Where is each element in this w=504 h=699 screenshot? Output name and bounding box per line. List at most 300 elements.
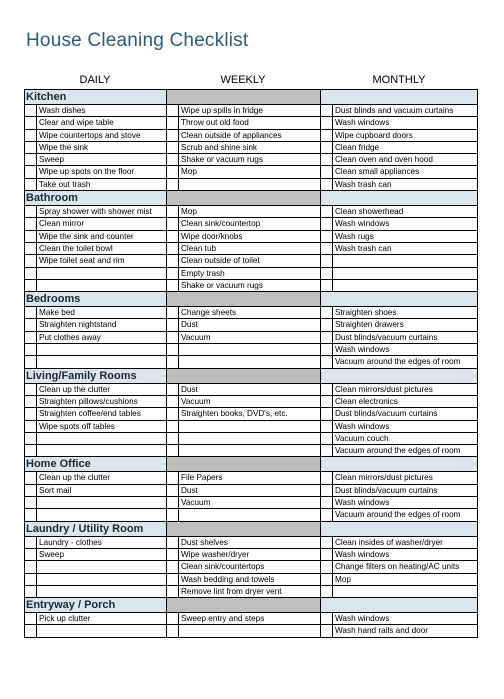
checkbox[interactable] — [167, 408, 179, 419]
checkbox[interactable] — [167, 574, 179, 585]
task-label: Wash dishes — [39, 106, 86, 115]
checkbox[interactable] — [167, 307, 179, 318]
checkbox[interactable] — [167, 255, 179, 266]
table-row — [25, 218, 477, 230]
monthly-task-cell — [321, 166, 477, 177]
checkbox[interactable] — [25, 117, 37, 128]
checkbox[interactable] — [25, 356, 37, 367]
daily-task-cell — [25, 408, 167, 419]
checkbox[interactable] — [321, 130, 333, 141]
checkbox[interactable] — [321, 574, 333, 585]
checkbox[interactable] — [321, 154, 333, 165]
checkbox[interactable] — [167, 384, 179, 395]
monthly-task-cell — [321, 625, 477, 636]
checkbox[interactable] — [167, 243, 179, 254]
checkbox[interactable] — [321, 117, 333, 128]
monthly-task-cell — [321, 586, 477, 597]
checkbox[interactable] — [321, 613, 333, 624]
task-label — [179, 179, 181, 190]
monthly-task-cell — [321, 421, 477, 432]
checkbox[interactable] — [25, 485, 37, 496]
task-label — [37, 445, 39, 456]
task-label: Remove lint from dryer vent — [181, 586, 282, 596]
section-header-fill — [321, 191, 477, 205]
weekly-task-cell — [167, 549, 321, 560]
checkbox[interactable] — [321, 586, 333, 597]
task-label — [179, 356, 181, 367]
checkbox[interactable] — [321, 384, 333, 395]
daily-task-cell — [25, 218, 167, 229]
daily-task-cell — [25, 433, 167, 444]
checkbox[interactable] — [321, 549, 333, 560]
checkbox[interactable] — [167, 268, 179, 279]
task-label: Wash windows — [335, 118, 390, 128]
task-label: Wash trash can — [335, 243, 392, 253]
task-label: Put clothes away — [39, 332, 101, 342]
task-label: Clean up the clutter — [39, 473, 111, 483]
weekly-task-cell — [167, 319, 321, 330]
monthly-task-cell — [321, 319, 477, 330]
checkbox[interactable] — [167, 537, 179, 548]
checkbox[interactable] — [25, 509, 37, 520]
task-label — [37, 280, 39, 291]
checkbox[interactable] — [321, 537, 333, 548]
weekly-task-cell — [167, 537, 321, 548]
task-label: Clean small appliances — [335, 167, 420, 177]
checkbox[interactable] — [321, 166, 333, 177]
checkbox[interactable] — [25, 396, 37, 407]
task-label: Clean showerhead — [335, 207, 404, 217]
monthly-task-cell — [321, 433, 477, 444]
task-label — [179, 344, 181, 355]
checkbox[interactable] — [167, 472, 179, 483]
monthly-task-cell — [321, 105, 477, 116]
column-header-monthly: MONTHLY — [372, 74, 426, 86]
daily-task-cell — [25, 485, 167, 496]
table-row — [25, 117, 477, 129]
checkbox[interactable] — [25, 537, 37, 548]
monthly-task-cell — [321, 307, 477, 318]
task-label: Wash rugs — [335, 231, 374, 241]
checkbox[interactable] — [167, 117, 179, 128]
section-header-fill — [167, 598, 321, 612]
checklist-table — [24, 89, 478, 638]
weekly-task-cell — [167, 105, 321, 116]
daily-task-cell — [25, 625, 167, 636]
monthly-task-cell — [321, 142, 477, 153]
task-label: Sweep entry and steps — [181, 614, 265, 624]
checkbox[interactable] — [25, 625, 37, 636]
daily-task-cell — [25, 344, 167, 355]
checkbox[interactable] — [321, 179, 333, 190]
table-row — [25, 319, 477, 331]
checkbox[interactable] — [321, 268, 333, 279]
table-row — [25, 408, 477, 420]
checkbox[interactable] — [321, 485, 333, 496]
section-header — [25, 292, 477, 307]
monthly-task-cell — [321, 497, 477, 508]
monthly-task-cell — [321, 179, 477, 190]
task-label: Straighten drawers — [335, 320, 404, 330]
checkbox[interactable] — [25, 561, 37, 572]
checkbox[interactable] — [167, 485, 179, 496]
checkbox[interactable] — [25, 307, 37, 318]
task-label: Clean up the clutter — [39, 384, 111, 394]
checkbox[interactable] — [321, 421, 333, 432]
task-label — [37, 586, 39, 597]
monthly-task-cell — [321, 268, 477, 279]
checkbox[interactable] — [321, 509, 333, 520]
weekly-task-cell — [167, 384, 321, 395]
task-label: Wipe cupboard doors — [335, 130, 413, 140]
task-label: Wipe toilet seat and rim — [39, 256, 125, 266]
task-label: Vacuum around the edges of room — [335, 446, 461, 456]
checkbox[interactable] — [167, 206, 179, 217]
weekly-task-cell — [167, 497, 321, 508]
checkbox[interactable] — [167, 433, 179, 444]
weekly-task-cell — [167, 421, 321, 432]
checkbox[interactable] — [25, 319, 37, 330]
task-label: Dust blinds and vacuum curtains — [335, 106, 454, 115]
checkbox[interactable] — [321, 497, 333, 508]
table-row — [25, 537, 477, 549]
task-label: Laundry - clothes — [39, 537, 102, 547]
daily-task-cell — [25, 445, 167, 456]
task-label: Change sheets — [181, 308, 237, 318]
task-label: Clean the toilet bowl — [39, 243, 113, 253]
checkbox[interactable] — [321, 625, 333, 636]
checkbox[interactable] — [25, 384, 37, 395]
section-title: Living/Family Rooms — [25, 369, 167, 383]
monthly-task-cell — [321, 280, 477, 291]
weekly-task-cell — [167, 356, 321, 367]
task-label: Spray shower with shower mist — [39, 207, 152, 217]
table-row — [25, 574, 477, 586]
checkbox[interactable] — [167, 142, 179, 153]
checkbox[interactable] — [321, 280, 333, 291]
section-header-fill — [167, 90, 321, 104]
checkbox[interactable] — [25, 332, 37, 343]
checkbox[interactable] — [25, 497, 37, 508]
task-label: Wash hand rails and door — [335, 626, 428, 636]
checkbox[interactable] — [25, 218, 37, 229]
checkbox[interactable] — [321, 408, 333, 419]
checkbox[interactable] — [25, 280, 37, 291]
table-row — [25, 243, 477, 255]
checkbox[interactable] — [25, 433, 37, 444]
checkbox[interactable] — [321, 255, 333, 266]
section-title: Laundry / Utility Room — [25, 522, 167, 536]
task-label: Clean sink/countertop — [181, 219, 261, 229]
section-header-fill — [167, 522, 321, 536]
daily-task-cell — [25, 537, 167, 548]
table-row — [25, 307, 477, 319]
table-row — [25, 586, 477, 598]
task-label: Clean oven and oven hood — [335, 155, 433, 165]
checkbox[interactable] — [25, 421, 37, 432]
checkbox[interactable] — [25, 586, 37, 597]
task-label: Shake or vacuum rugs — [181, 280, 263, 290]
task-label: Shake or vacuum rugs — [181, 155, 263, 165]
monthly-task-cell — [321, 509, 477, 520]
checkbox[interactable] — [25, 549, 37, 560]
checkbox[interactable] — [25, 142, 37, 153]
task-label: Clear and wipe table — [39, 118, 114, 128]
checkbox[interactable] — [25, 206, 37, 217]
section-header — [25, 369, 477, 384]
checkbox[interactable] — [167, 218, 179, 229]
checkbox[interactable] — [167, 231, 179, 242]
weekly-task-cell — [167, 307, 321, 318]
checkbox[interactable] — [25, 255, 37, 266]
section-title: Entryway / Porch — [25, 598, 167, 612]
task-label: Clean outside of toilet — [181, 256, 260, 266]
task-label: Clean tub — [181, 243, 217, 253]
checkbox[interactable] — [167, 586, 179, 597]
task-label: Wash bedding and towels — [181, 574, 275, 584]
table-row — [25, 130, 477, 142]
daily-task-cell — [25, 561, 167, 572]
checkbox[interactable] — [167, 396, 179, 407]
checkbox[interactable] — [167, 356, 179, 367]
checkbox[interactable] — [321, 243, 333, 254]
checkbox[interactable] — [167, 421, 179, 432]
checkbox[interactable] — [321, 356, 333, 367]
checkbox[interactable] — [25, 445, 37, 456]
daily-task-cell — [25, 421, 167, 432]
task-label: Wash windows — [335, 219, 390, 229]
task-label — [333, 268, 335, 279]
checkbox[interactable] — [25, 231, 37, 242]
table-row — [25, 384, 477, 396]
monthly-task-cell — [321, 356, 477, 367]
task-label: Wipe washer/dryer — [181, 549, 250, 559]
checkbox[interactable] — [321, 231, 333, 242]
checkbox[interactable] — [321, 396, 333, 407]
task-label: Empty trash — [181, 268, 225, 278]
checkbox[interactable] — [25, 574, 37, 585]
checkbox[interactable] — [167, 105, 179, 116]
checkbox[interactable] — [321, 561, 333, 572]
checkbox[interactable] — [321, 307, 333, 318]
weekly-task-cell — [167, 130, 321, 141]
checkbox[interactable] — [25, 166, 37, 177]
monthly-task-cell — [321, 206, 477, 217]
table-row — [25, 445, 477, 457]
weekly-task-cell — [167, 268, 321, 279]
monthly-task-cell — [321, 332, 477, 343]
checkbox[interactable] — [321, 319, 333, 330]
task-label — [37, 497, 39, 508]
task-label: Vacuum around the edges of room — [335, 357, 461, 367]
section-header-fill — [321, 90, 477, 104]
monthly-task-cell — [321, 445, 477, 456]
weekly-task-cell — [167, 142, 321, 153]
checkbox[interactable] — [321, 206, 333, 217]
checkbox[interactable] — [167, 561, 179, 572]
monthly-task-cell — [321, 384, 477, 395]
table-row — [25, 561, 477, 573]
task-label: Dust blinds/vacuum curtains — [335, 409, 438, 419]
task-label: Wipe countertops and stove — [39, 130, 141, 140]
task-label: Vacuum — [181, 396, 211, 406]
task-label: Clean mirrors/dust pictures — [335, 473, 433, 483]
checkbox[interactable] — [25, 154, 37, 165]
monthly-task-cell — [321, 344, 477, 355]
checkbox[interactable] — [25, 344, 37, 355]
section-header-fill — [167, 369, 321, 383]
checkbox[interactable] — [25, 179, 37, 190]
monthly-task-cell — [321, 243, 477, 254]
weekly-task-cell — [167, 344, 321, 355]
checkbox[interactable] — [167, 445, 179, 456]
task-label: Sort mail — [39, 485, 72, 495]
checkbox[interactable] — [167, 549, 179, 560]
section-header — [25, 522, 477, 537]
checkbox[interactable] — [167, 332, 179, 343]
weekly-task-cell — [167, 445, 321, 456]
daily-task-cell — [25, 130, 167, 141]
checkbox[interactable] — [167, 509, 179, 520]
weekly-task-cell — [167, 613, 321, 624]
task-label: Dust blinds/vacuum curtains — [335, 332, 438, 342]
section-header — [25, 191, 477, 206]
task-label — [333, 280, 335, 291]
weekly-task-cell — [167, 280, 321, 291]
daily-task-cell — [25, 243, 167, 254]
daily-task-cell — [25, 179, 167, 190]
checkbox[interactable] — [321, 218, 333, 229]
checkbox[interactable] — [167, 344, 179, 355]
task-label: Sweep — [39, 549, 65, 559]
task-label — [37, 356, 39, 367]
daily-task-cell — [25, 142, 167, 153]
table-row — [25, 485, 477, 497]
checkbox[interactable] — [25, 243, 37, 254]
table-row — [25, 509, 477, 521]
checkbox[interactable] — [167, 130, 179, 141]
checkbox[interactable] — [25, 408, 37, 419]
daily-task-cell — [25, 319, 167, 330]
task-label: Throw out old food — [181, 118, 249, 128]
table-row — [25, 396, 477, 408]
monthly-task-cell — [321, 574, 477, 585]
checkbox[interactable] — [321, 433, 333, 444]
table-row — [25, 421, 477, 433]
monthly-task-cell — [321, 255, 477, 266]
checkbox[interactable] — [167, 497, 179, 508]
task-label: Dust — [181, 384, 198, 394]
task-label — [179, 509, 181, 520]
checkbox[interactable] — [167, 613, 179, 624]
section-header-fill — [167, 191, 321, 205]
checkbox[interactable] — [25, 613, 37, 624]
monthly-task-cell — [321, 549, 477, 560]
section-header — [25, 457, 477, 472]
task-label: Straighten coffee/end tables — [39, 409, 141, 419]
table-row — [25, 332, 477, 344]
table-row — [25, 625, 477, 637]
checkbox[interactable] — [167, 154, 179, 165]
weekly-task-cell — [167, 179, 321, 190]
table-row — [25, 356, 477, 368]
monthly-task-cell — [321, 472, 477, 483]
task-label: Wipe spots off tables — [39, 421, 115, 431]
task-label: Change filters on heating/AC units — [335, 562, 460, 572]
task-label — [37, 433, 39, 444]
monthly-task-cell — [321, 537, 477, 548]
checkbox[interactable] — [167, 319, 179, 330]
task-label: Vacuum — [181, 498, 211, 508]
checkbox[interactable] — [321, 344, 333, 355]
task-label: Wipe door/knobs — [181, 231, 243, 241]
task-label: Clean electronics — [335, 396, 398, 406]
daily-task-cell — [25, 574, 167, 585]
task-label: Wipe the sink — [39, 142, 89, 152]
checkbox[interactable] — [167, 280, 179, 291]
daily-task-cell — [25, 396, 167, 407]
table-row — [25, 433, 477, 445]
task-label: Make bed — [39, 308, 75, 318]
daily-task-cell — [25, 497, 167, 508]
task-label — [37, 268, 39, 279]
task-label: File Papers — [181, 473, 223, 483]
checkbox[interactable] — [321, 105, 333, 116]
task-label — [37, 574, 39, 585]
task-label: Mop — [181, 207, 197, 217]
task-label: Wash windows — [335, 549, 390, 559]
task-label: Vacuum — [181, 332, 211, 342]
checkbox[interactable] — [167, 625, 179, 636]
daily-task-cell — [25, 472, 167, 483]
task-label: Straighten nightstand — [39, 320, 117, 330]
checkbox[interactable] — [25, 268, 37, 279]
task-label — [179, 421, 181, 432]
checkbox[interactable] — [167, 166, 179, 177]
task-label — [37, 625, 39, 636]
task-label: Clean mirrors/dust pictures — [335, 384, 433, 394]
checkbox[interactable] — [321, 445, 333, 456]
checkbox[interactable] — [25, 472, 37, 483]
table-row — [25, 154, 477, 166]
checkbox[interactable] — [167, 179, 179, 190]
monthly-task-cell — [321, 561, 477, 572]
checkbox[interactable] — [321, 142, 333, 153]
checkbox[interactable] — [25, 130, 37, 141]
monthly-task-cell — [321, 613, 477, 624]
weekly-task-cell — [167, 332, 321, 343]
weekly-task-cell — [167, 625, 321, 636]
task-label: Straighten pillows/cushions — [39, 396, 138, 406]
checkbox[interactable] — [321, 472, 333, 483]
daily-task-cell — [25, 166, 167, 177]
checkbox[interactable] — [321, 332, 333, 343]
task-label: Wipe the sink and counter — [39, 231, 134, 241]
checkbox[interactable] — [25, 105, 37, 116]
task-label: Dust shelves — [181, 537, 228, 547]
monthly-task-cell — [321, 408, 477, 419]
task-label: Mop — [181, 167, 197, 177]
daily-task-cell — [25, 509, 167, 520]
column-headers — [24, 74, 478, 88]
task-label: Clean insides of washer/dryer — [335, 537, 443, 547]
table-row — [25, 280, 477, 292]
task-label: Wash trash can — [335, 179, 392, 189]
weekly-task-cell — [167, 243, 321, 254]
weekly-task-cell — [167, 485, 321, 496]
table-row — [25, 179, 477, 191]
daily-task-cell — [25, 356, 167, 367]
